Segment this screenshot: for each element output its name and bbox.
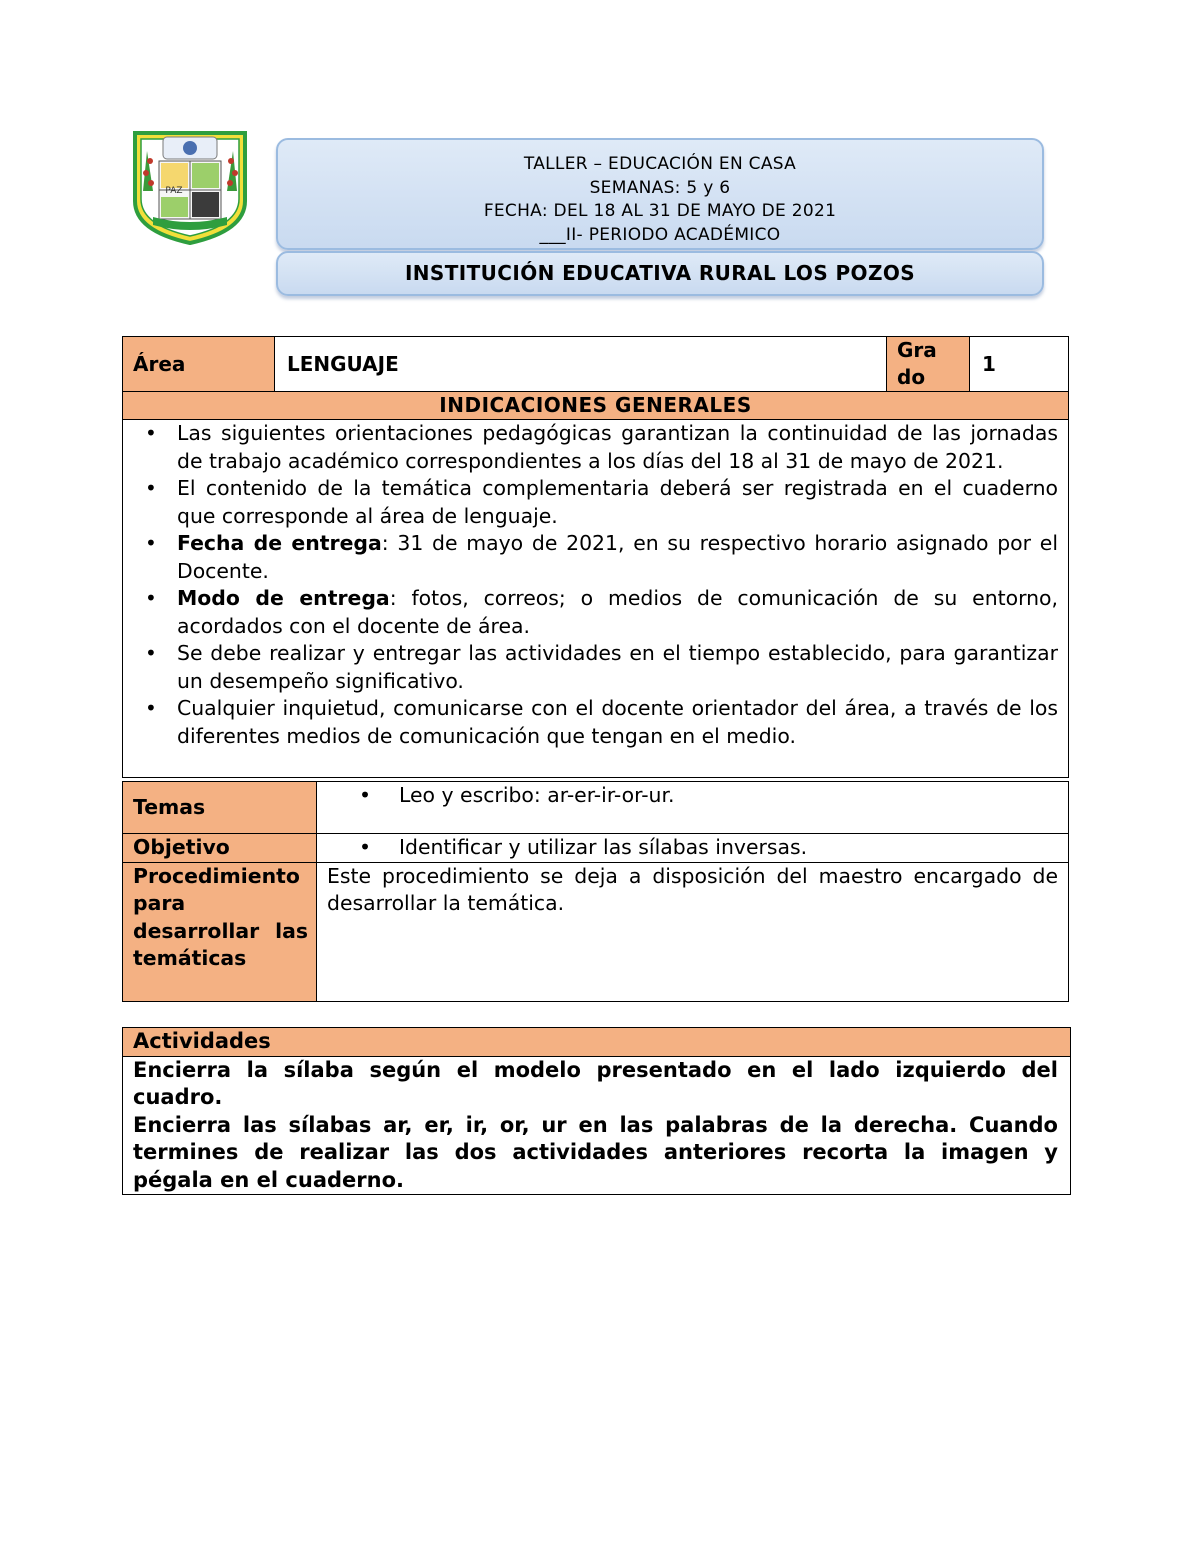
- objetivo-value: • Identificar y utilizar las sílabas inversas.: [351, 834, 1068, 862]
- header-title: TALLER – EDUCACIÓN EN CASA: [523, 154, 797, 174]
- info-table: [122, 336, 1069, 778]
- header-period: ___II- PERIODO ACADÉMICO: [539, 224, 781, 245]
- list-item: [129, 530, 1058, 585]
- area-value: LENGUAJE: [275, 337, 887, 392]
- actividades-title: Actividades: [123, 1028, 1071, 1057]
- procedimiento-label: Procedimiento para desarrollar las temáticas: [123, 862, 317, 1001]
- modo-entrega-text: : fotos, correos; o medios de comunicación de su entorno, acordados con el docente de área.: [177, 586, 1058, 638]
- indicaciones-body: [123, 420, 1069, 778]
- details-table: [122, 781, 1069, 1002]
- actividad-paragraph-2: Encierra las sílabas ar, er, ir, or, ur en las palabras de la derecha. Cuando termines de realizar las dos actividades anteriores recorta la imagen y pégala en el cuaderno.: [133, 1112, 1058, 1192]
- list-item: • El contenido de la temática complementaria deberá ser registrada en el cuaderno que corresponde al área de lenguaje.: [129, 475, 1058, 530]
- list-item: • Se debe realizar y entregar las actividades en el tiempo establecido, para garantizar un desempeño significativo.: [129, 640, 1058, 695]
- list-item: • Las siguientes orientaciones pedagógicas garantizan la continuidad de las jornadas de trabajo académico correspondientes a los días del 18 al 31 de mayo de 2021.: [129, 420, 1058, 475]
- header-date: FECHA: DEL 18 AL 31 DE MAYO DE 2021: [483, 201, 837, 221]
- procedimiento-value: Este procedimiento se deja a disposición del maestro encargado de desarrollar la temática.: [317, 862, 1069, 1001]
- temas-cell: [317, 782, 1069, 834]
- objetivo-label: Objetivo: [123, 834, 317, 863]
- list-item: • Cualquier inquietud, comunicarse con el docente orientador del área, a través de los diferentes medios de comunicación que tengan en el medio.: [129, 695, 1058, 750]
- actividades-table: [122, 1027, 1071, 1195]
- school-crest-logo: [133, 131, 247, 245]
- institution-name: INSTITUCIÓN EDUCATIVA RURAL LOS POZOS: [404, 261, 916, 285]
- grado-value: 1: [970, 337, 1069, 392]
- indicaciones-list: [129, 420, 1058, 750]
- header-info-box: [276, 138, 1044, 250]
- list-item: [129, 585, 1058, 640]
- header-weeks: SEMANAS: 5 y 6: [589, 177, 731, 198]
- grado-label-line1: Gra: [897, 338, 937, 362]
- fecha-entrega-text: : 31 de mayo de 2021, en su respectivo horario asignado por el Docente.: [177, 531, 1058, 583]
- grado-label: [887, 337, 970, 392]
- grado-label-line2: do: [897, 365, 926, 389]
- modo-entrega-label: Modo de entrega: [177, 586, 390, 610]
- fecha-entrega-label: Fecha de entrega: [177, 531, 382, 555]
- institution-box: [276, 251, 1044, 296]
- crest-text: PAZ: [165, 186, 183, 196]
- actividades-body: [123, 1056, 1071, 1195]
- area-label: Área: [123, 337, 275, 392]
- temas-label: Temas: [123, 782, 317, 834]
- actividad-paragraph-1: Encierra la sílaba según el modelo presentado en el lado izquierdo del cuadro.: [133, 1057, 1058, 1109]
- temas-value: • Leo y escribo: ar-er-ir-or-ur.: [351, 782, 1068, 810]
- objetivo-cell: [317, 834, 1069, 863]
- indicaciones-title: INDICACIONES GENERALES: [123, 392, 1069, 420]
